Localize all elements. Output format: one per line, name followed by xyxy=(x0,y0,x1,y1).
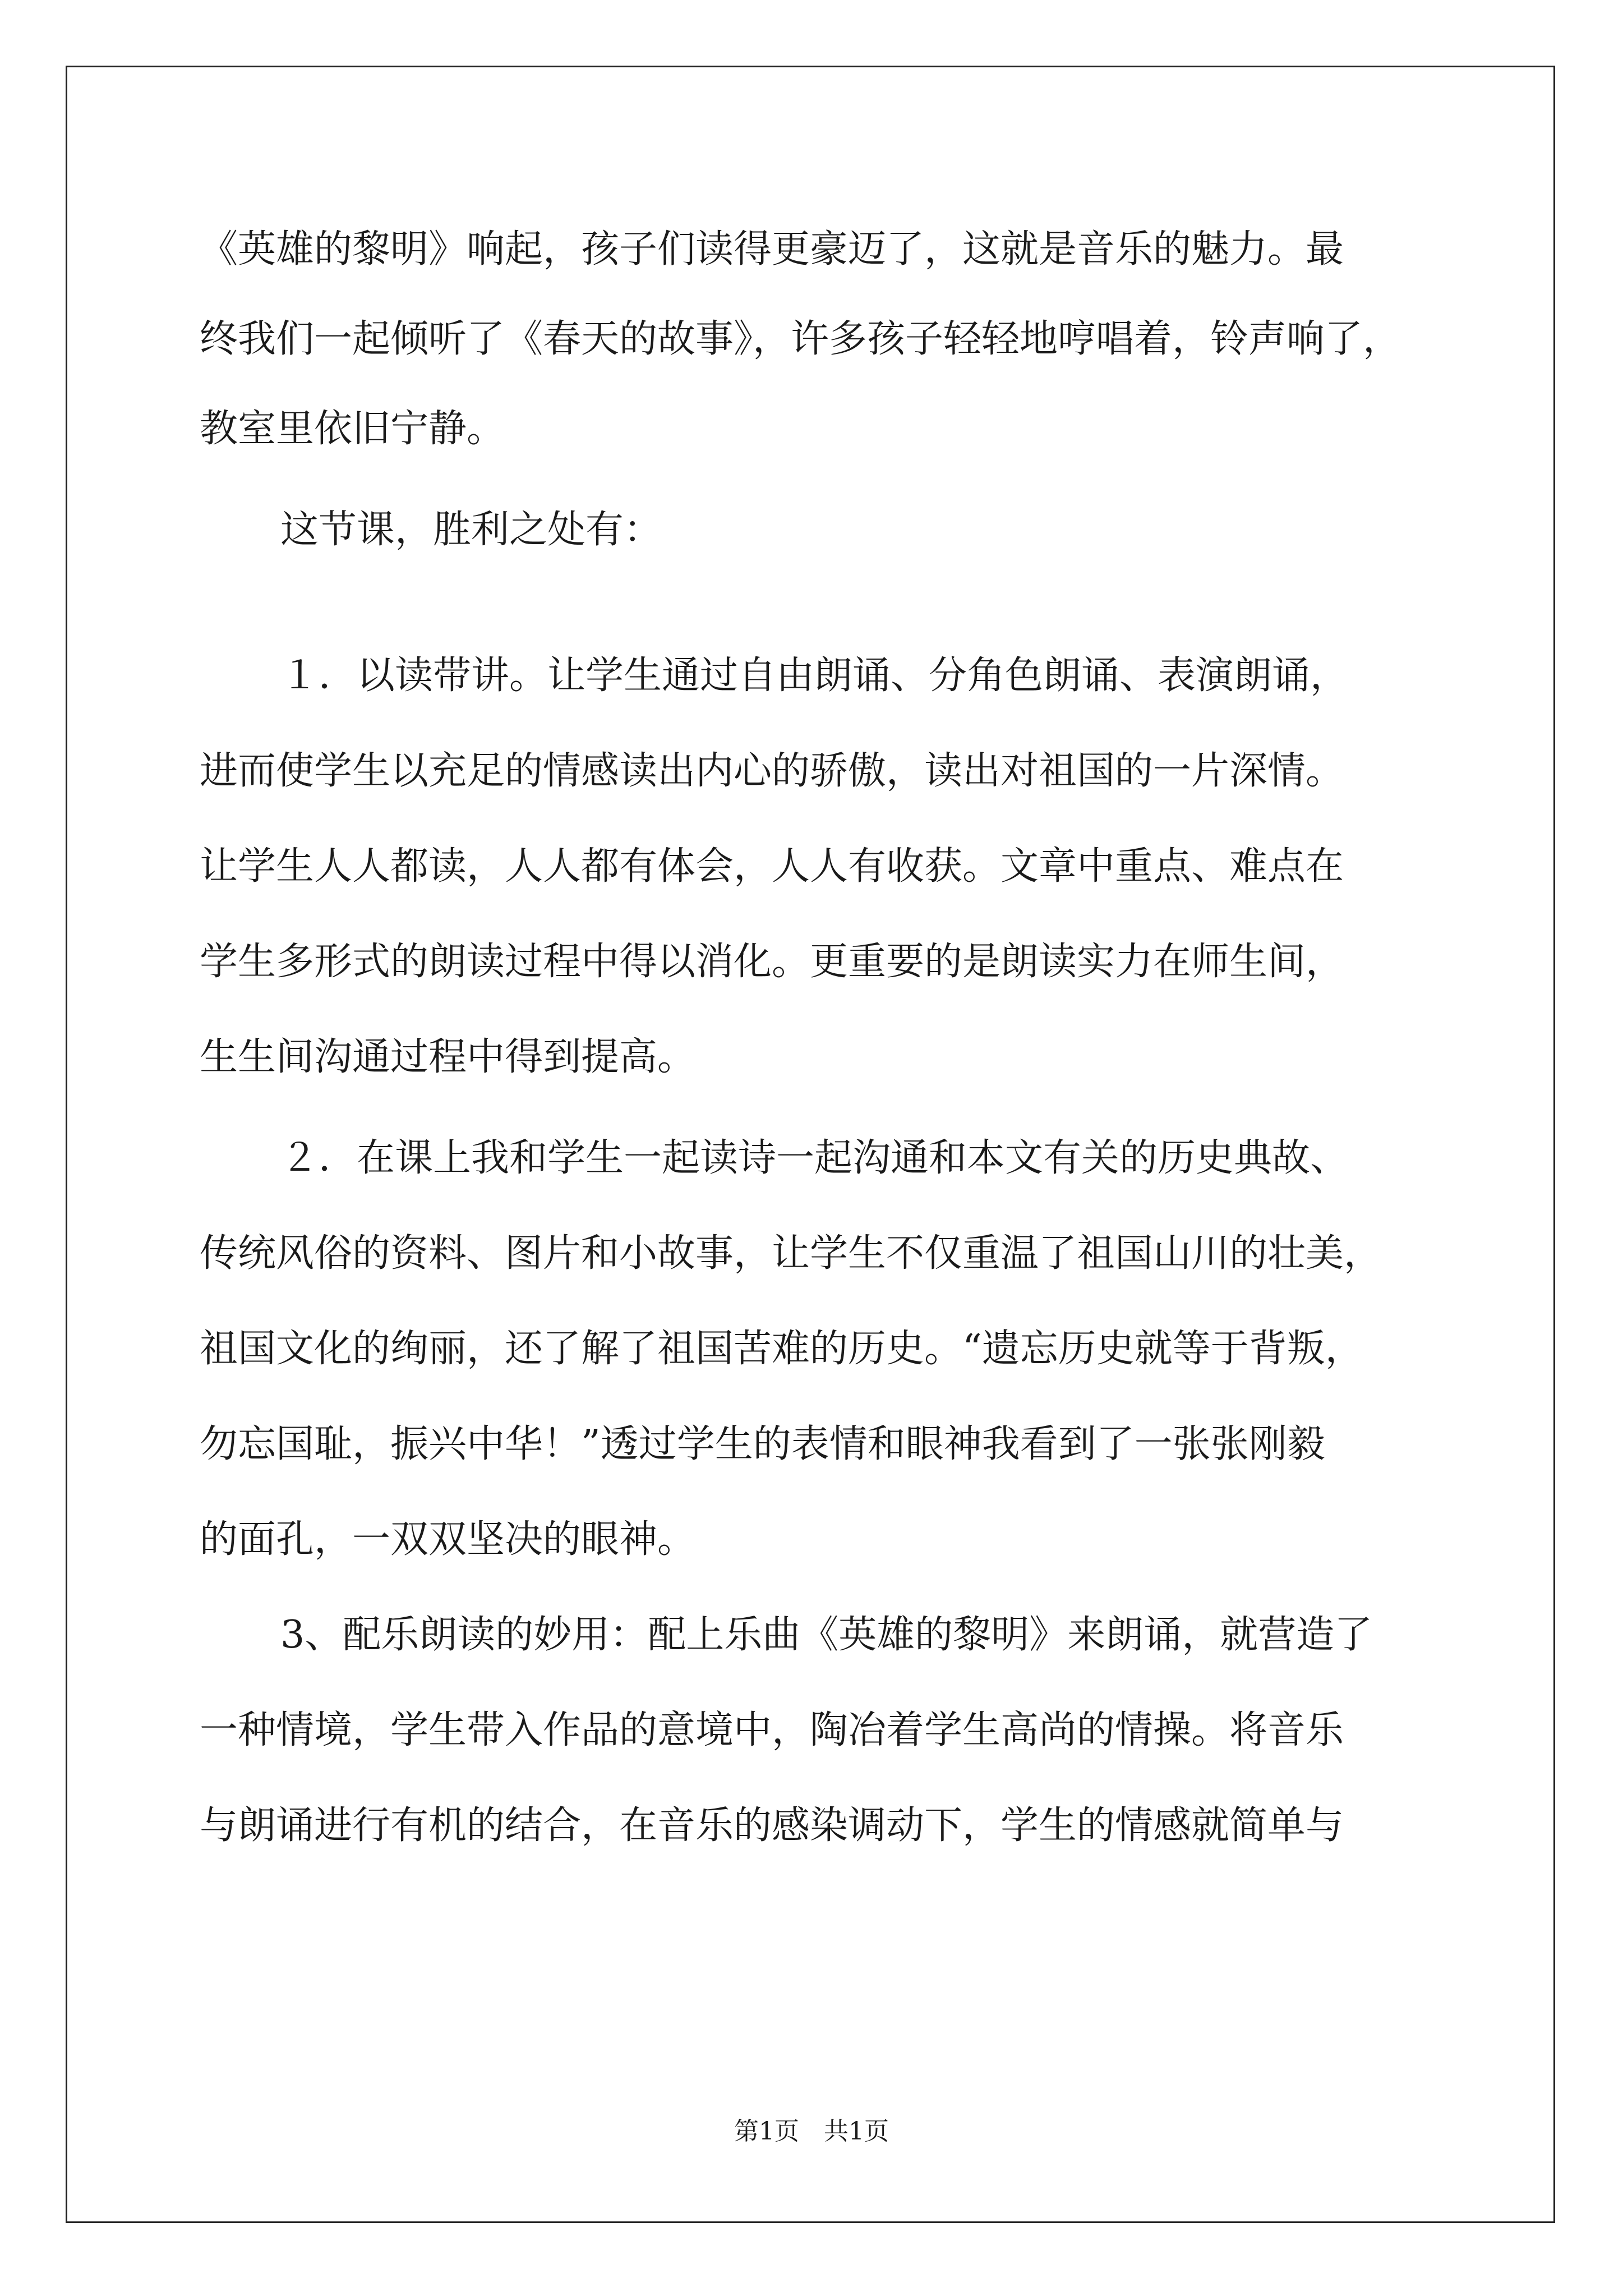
body-line-11: 传统风俗的资料、图片和小故事，让学生不仅重温了祖国山川的壮美， xyxy=(200,1231,1382,1276)
body-line-3: 教室里依旧宁静。 xyxy=(200,407,505,451)
body-line-4: 这节课，胜利之处有： xyxy=(280,508,662,552)
body-line-14: 的面孔，一双双坚决的眼神。 xyxy=(200,1517,696,1562)
body-line-15: 3、配乐朗读的妙用：配上乐曲《英雄的黎明》来朗诵，就营造了 xyxy=(280,1613,1373,1657)
body-line-2: 终我们一起倾听了《春天的故事》，许多孩子轻轻地哼唱着，铃声响了， xyxy=(200,317,1401,361)
body-line-16: 一种情境，学生带入作品的意境中，陶冶着学生高尚的情操。将音乐 xyxy=(200,1708,1344,1752)
body-line-6: 进而使学生以充足的情感读出内心的骄傲，读出对祖国的一片深情。 xyxy=(200,749,1344,793)
page-number-footer: 第1页 共1页 xyxy=(734,2117,889,2146)
body-line-1: 《英雄的黎明》响起，孩子们读得更豪迈了，这就是音乐的魅力。最 xyxy=(200,227,1344,272)
body-line-7: 让学生人人都读，人人都有体会，人人有收获。文章中重点、难点在 xyxy=(200,844,1344,889)
body-line-17: 与朗诵进行有机的结合，在音乐的感染调动下，学生的情感就简单与 xyxy=(200,1803,1344,1848)
body-line-5: １．以读带讲。让学生通过自由朗诵、分角色朗诵、表演朗诵， xyxy=(280,654,1349,698)
body-line-9: 生生间沟通过程中得到提高。 xyxy=(200,1035,696,1079)
body-line-10: ２．在课上我和学生一起读诗一起沟通和本文有关的历史典故、 xyxy=(280,1136,1349,1180)
body-line-13: 勿忘国耻，振兴中华！”透过学生的表情和眼神我看到了一张张刚毅 xyxy=(200,1422,1325,1466)
body-line-8: 学生多形式的朗读过程中得以消化。更重要的是朗读实力在师生间， xyxy=(200,940,1344,984)
body-line-12: 祖国文化的绚丽，还了解了祖国苦难的历史。“遗忘历史就等于背叛， xyxy=(200,1327,1363,1371)
